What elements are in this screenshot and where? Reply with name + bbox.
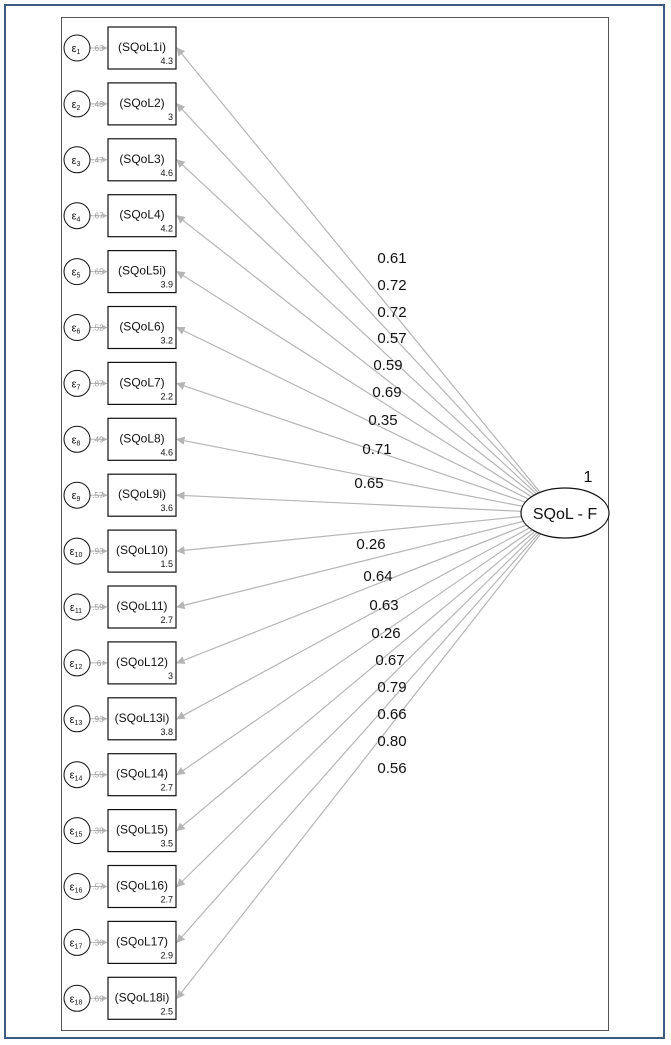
indicator-intercept-10: 1.5 — [160, 559, 173, 570]
error-variance-5: .65 — [92, 267, 104, 277]
indicator-label-8: (SQoL8) — [119, 431, 165, 446]
indicator-label-6: (SQoL6) — [119, 319, 165, 334]
error-term-label-9: ε9 — [71, 490, 81, 504]
loading-value-10: 0.26 — [356, 536, 386, 553]
error-variance-15: .38 — [92, 826, 104, 836]
indicator-intercept-5: 3.9 — [160, 279, 173, 290]
error-term-label-15: ε15 — [69, 825, 83, 839]
indicator-label-2: (SQoL2) — [119, 95, 165, 110]
indicator-label-3: (SQoL3) — [119, 151, 165, 166]
indicator-intercept-11: 2.7 — [160, 615, 173, 625]
error-variance-4: .67 — [92, 211, 104, 221]
error-term-label-6: ε6 — [71, 322, 81, 336]
indicator-intercept-8: 4.6 — [160, 447, 173, 458]
error-variance-3: .47 — [92, 155, 104, 165]
indicator-intercept-9: 3.6 — [160, 503, 173, 514]
error-term-label-17: ε17 — [69, 937, 83, 951]
loading-value-2: 0.72 — [377, 277, 407, 294]
error-variance-14: .55 — [92, 770, 104, 780]
error-term-circle-13 — [64, 706, 90, 732]
error-term-circle-7 — [64, 370, 90, 396]
error-variance-12: .6 — [94, 658, 102, 668]
indicator-label-9: (SQoL9i) — [117, 487, 167, 502]
loading-value-1: 0.61 — [377, 250, 407, 267]
error-variance-17: .36 — [92, 938, 104, 948]
loading-value-5: 0.59 — [373, 357, 403, 374]
indicator-intercept-7: 2.2 — [160, 391, 173, 402]
loading-value-17: 0.80 — [377, 733, 407, 750]
error-variance-2: .48 — [92, 99, 104, 109]
error-term-circle-17 — [64, 929, 90, 955]
indicator-intercept-6: 3.2 — [160, 335, 173, 346]
error-variance-18: .69 — [92, 994, 104, 1004]
error-variance-7: .87 — [92, 379, 104, 389]
loading-arrow-3 — [177, 160, 557, 513]
error-variance-13: .93 — [92, 714, 104, 724]
loading-arrow-9 — [177, 495, 557, 513]
error-term-circle-10 — [64, 538, 90, 564]
error-variance-16: .57 — [92, 882, 104, 892]
error-term-label-13: ε13 — [69, 713, 83, 727]
error-term-label-11: ε11 — [69, 602, 83, 615]
error-variance-11: .59 — [92, 603, 104, 612]
loading-value-13: 0.26 — [371, 625, 401, 642]
loading-value-3: 0.72 — [377, 304, 407, 321]
indicator-label-11: (SQoL11) — [116, 599, 168, 613]
indicator-label-1: (SQoL1i) — [117, 40, 167, 54]
error-term-label-18: ε18 — [69, 993, 83, 1007]
latent-factor-label: SQoL - F — [532, 506, 598, 523]
error-term-label-14: ε14 — [69, 769, 83, 783]
loading-value-6: 0.69 — [372, 384, 402, 401]
indicator-label-14: (SQoL14) — [115, 766, 169, 781]
error-term-circle-11 — [64, 594, 90, 620]
indicator-label-12: (SQoL12) — [115, 654, 169, 669]
error-term-circle-4 — [64, 203, 90, 229]
error-term-label-10: ε10 — [69, 546, 83, 560]
error-term-circle-2 — [64, 91, 90, 117]
indicator-intercept-12: 3 — [167, 670, 173, 681]
error-term-circle-16 — [64, 874, 90, 900]
error-term-circle-15 — [64, 818, 90, 844]
error-term-circle-12 — [64, 650, 90, 676]
error-term-circle-5 — [64, 259, 90, 285]
error-term-label-16: ε16 — [69, 881, 83, 895]
error-term-circle-18 — [64, 985, 90, 1011]
loading-value-9: 0.65 — [354, 475, 384, 492]
error-variance-10: .93 — [92, 547, 104, 557]
indicator-label-7: (SQoL7) — [119, 375, 165, 390]
error-term-label-3: ε3 — [71, 154, 81, 168]
indicator-intercept-14: 2.7 — [160, 782, 173, 793]
error-term-label-8: ε8 — [71, 434, 81, 448]
loading-arrow-4 — [177, 216, 557, 513]
indicator-intercept-16: 2.7 — [160, 894, 173, 905]
loading-value-12: 0.63 — [369, 597, 399, 614]
loading-value-16: 0.66 — [377, 706, 407, 723]
error-term-label-2: ε2 — [71, 98, 81, 112]
error-term-circle-14 — [64, 762, 90, 788]
error-term-circle-3 — [64, 147, 90, 173]
indicator-label-4: (SQoL4) — [119, 207, 165, 222]
loading-value-7: 0.35 — [368, 412, 398, 429]
error-term-label-7: ε7 — [71, 378, 81, 392]
indicator-label-13: (SQoL13i) — [114, 710, 170, 725]
error-term-circle-1 — [64, 35, 90, 61]
error-term-circle-9 — [64, 482, 90, 508]
indicator-label-17: (SQoL17) — [115, 934, 169, 949]
loading-arrow-18 — [177, 513, 557, 998]
indicator-intercept-4: 4.2 — [160, 223, 173, 234]
latent-variance-label: 1 — [583, 469, 593, 486]
indicator-intercept-3: 4.6 — [160, 167, 173, 178]
loading-value-15: 0.79 — [377, 679, 407, 696]
loading-value-11: 0.64 — [363, 568, 393, 585]
error-term-label-1: ε1 — [71, 43, 81, 56]
indicator-intercept-18: 2.5 — [160, 1006, 173, 1017]
indicator-intercept-2: 3 — [167, 111, 173, 122]
error-variance-9: .57 — [92, 491, 104, 501]
error-term-label-5: ε5 — [71, 266, 81, 280]
loading-value-8: 0.71 — [362, 441, 392, 458]
indicator-intercept-1: 4.3 — [160, 56, 173, 66]
indicator-label-5: (SQoL5i) — [117, 263, 167, 278]
error-term-circle-6 — [64, 315, 90, 341]
indicator-label-18: (SQoL18i) — [114, 990, 170, 1005]
error-term-label-12: ε12 — [69, 657, 83, 671]
error-variance-8: .49 — [92, 435, 104, 445]
indicator-label-16: (SQoL16) — [115, 878, 169, 893]
indicator-label-10: (SQoL10) — [115, 543, 169, 558]
loading-value-14: 0.67 — [375, 652, 405, 669]
loading-arrow-15 — [177, 513, 557, 831]
error-variance-6: .52 — [92, 323, 104, 333]
error-variance-1: .63 — [92, 44, 104, 53]
error-term-circle-8 — [64, 426, 90, 452]
loading-value-18: 0.56 — [377, 760, 407, 777]
error-term-label-4: ε4 — [71, 210, 81, 224]
indicator-intercept-17: 2.9 — [160, 950, 173, 961]
indicator-intercept-15: 3.5 — [160, 838, 173, 849]
indicator-label-15: (SQoL15) — [115, 822, 169, 837]
indicator-intercept-13: 3.8 — [160, 726, 173, 737]
loading-value-4: 0.57 — [377, 330, 407, 347]
